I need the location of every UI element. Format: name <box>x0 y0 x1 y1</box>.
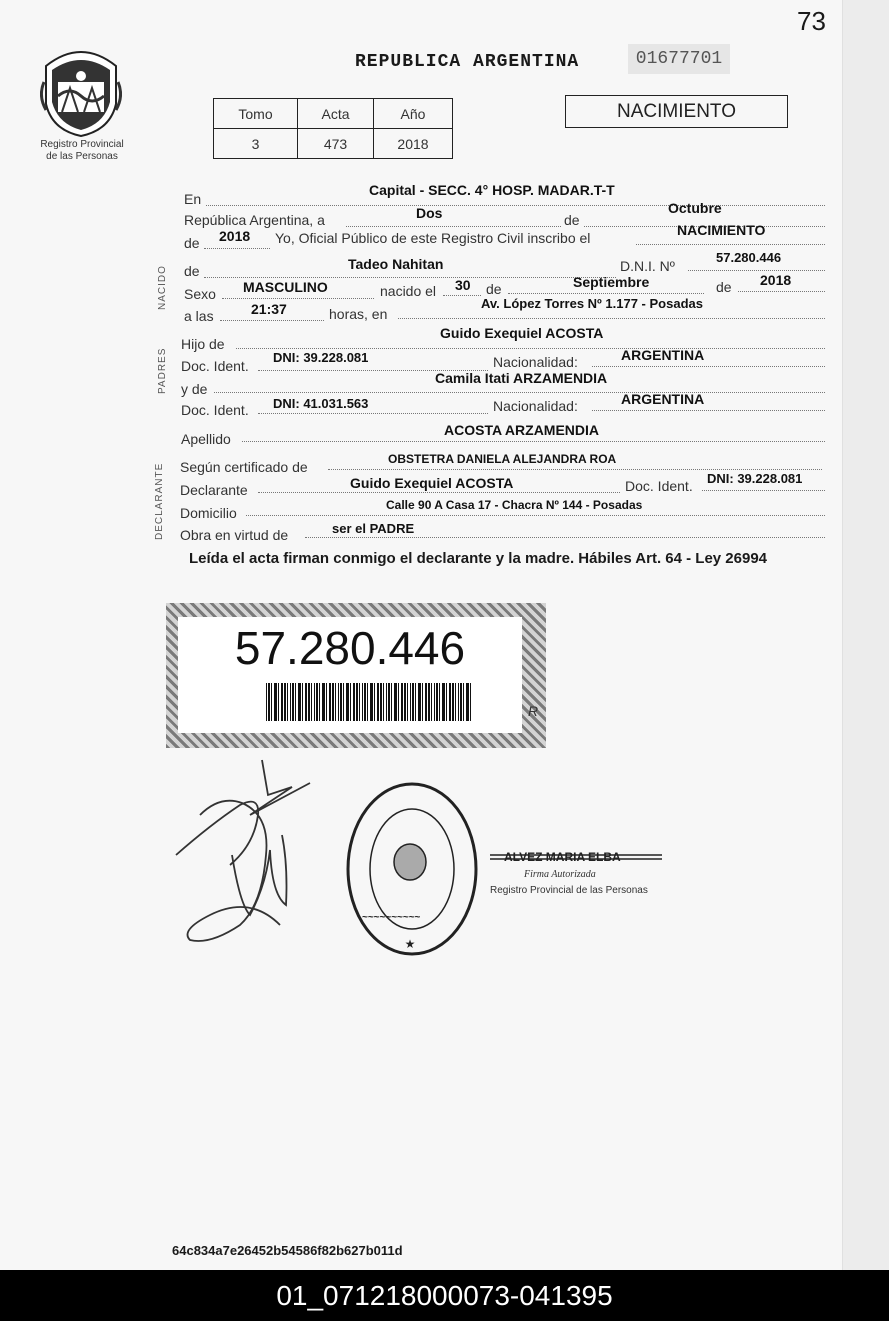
svg-text:★: ★ <box>404 937 416 951</box>
table-row <box>214 129 453 159</box>
dotted-line <box>214 392 825 393</box>
tomo-value: 3 <box>214 129 298 159</box>
dotted-line <box>636 244 825 245</box>
dotted-line <box>702 490 825 491</box>
lugar-value: Av. López Torres Nº 1.177 - Posadas <box>481 296 703 311</box>
dotted-line <box>204 248 270 249</box>
de-label: de <box>486 281 502 297</box>
dom-label: Domicilio <box>180 505 237 521</box>
dotted-line <box>592 410 825 411</box>
hijo-label: Hijo de <box>181 336 225 352</box>
horas-label: horas, en <box>329 306 388 322</box>
cert-value: OBSTETRA DANIELA ALEJANDRA ROA <box>388 452 617 466</box>
anio-value: 2018 <box>374 129 453 159</box>
nacido-label: nacido el <box>380 283 437 299</box>
dni-card-inner <box>178 617 522 733</box>
acta-header: Acta <box>298 99 374 129</box>
closing-statement: Leída el acta firman conmigo el declarante y la madre. Hábiles Art. 64 - Ley 26994 <box>189 550 768 567</box>
yo-text: Yo, Oficial Público de este Registro Civil inscribo el <box>275 230 591 246</box>
stamp-office: Registro Provincial de las Personas <box>490 885 648 896</box>
dotted-line <box>236 348 825 349</box>
dotted-line <box>592 366 825 367</box>
document-hash: 64c834a7e26452b54586f82b627b011d <box>172 1243 403 1258</box>
nac-dia-value: 30 <box>455 277 471 293</box>
dni-value: 57.280.446 <box>716 250 782 265</box>
nac2-value: ARGENTINA <box>621 391 705 407</box>
page-edge <box>842 0 889 1270</box>
dotted-line <box>738 291 825 292</box>
nac-mes-value: Septiembre <box>573 274 650 290</box>
dni-card <box>166 603 546 748</box>
dotted-line <box>346 226 561 227</box>
dni-card-number: 57.280.446 <box>234 622 466 674</box>
side-label-declarante: DECLARANTE <box>154 462 165 540</box>
doc1-value: DNI: 39.228.081 <box>273 350 369 365</box>
dotted-line <box>242 441 825 442</box>
document-title: REPUBLICA ARGENTINA <box>355 52 580 72</box>
decl-doc-label: Doc. Ident. <box>625 478 693 494</box>
misiones-coat-of-arms-icon <box>40 46 122 138</box>
side-label-padres: PADRES <box>157 347 168 394</box>
inscribo-value: NACIMIENTO <box>677 222 766 238</box>
dotted-line <box>443 295 481 296</box>
acta-value: 473 <box>298 129 374 159</box>
svg-text:~~~~~~~~~~: ~~~~~~~~~~ <box>362 912 421 923</box>
footer-code: 01_071218000073-041395 <box>0 1270 889 1321</box>
de-label: de <box>564 212 580 228</box>
apellido-label: Apellido <box>181 431 231 447</box>
obra-value: ser el PADRE <box>332 521 415 536</box>
dotted-line <box>246 515 825 516</box>
delegation-seal-icon <box>344 780 480 958</box>
dia-value: Dos <box>416 205 443 221</box>
en-value: Capital - SECC. 4° HOSP. MADAR.T-T <box>369 182 615 198</box>
registry-name: Registro Provincial de las Personas <box>40 139 124 162</box>
nac1-value: ARGENTINA <box>621 347 705 363</box>
de-label: de <box>716 279 732 295</box>
alas-label: a las <box>184 308 214 324</box>
page-number: 73 <box>797 6 826 36</box>
sexo-label: Sexo <box>184 286 216 302</box>
de-label: de <box>184 235 200 251</box>
dni-label: D.N.I. Nº <box>620 258 675 274</box>
dom-value: Calle 90 A Casa 17 - Chacra Nº 144 - Posadas <box>386 498 643 512</box>
nac-anio-value: 2018 <box>760 272 792 288</box>
en-label: En <box>184 191 202 207</box>
card-mark: R <box>528 703 539 719</box>
tomo-acta-table <box>213 98 453 159</box>
tomo-header: Tomo <box>214 99 298 129</box>
act-type-box: NACIMIENTO <box>565 95 788 128</box>
apellido-value: ACOSTA ARZAMENDIA <box>444 422 600 438</box>
dotted-line <box>206 205 825 206</box>
dotted-line <box>204 277 616 278</box>
dotted-line <box>508 293 704 294</box>
de-nombre-label: de <box>184 263 200 279</box>
dotted-line <box>258 413 488 414</box>
mes-value: Octubre <box>668 200 722 216</box>
nac2-label: Nacionalidad: <box>493 398 578 414</box>
table-header-row <box>214 99 453 129</box>
anio-value: 2018 <box>219 228 251 244</box>
sexo-value: MASCULINO <box>243 279 328 295</box>
anio-header: Año <box>374 99 453 129</box>
madre-value: Camila Itati ARZAMENDIA <box>435 370 608 386</box>
dotted-line <box>398 318 825 319</box>
doc2-label: Doc. Ident. <box>181 402 249 418</box>
nac1-label: Nacionalidad: <box>493 354 578 370</box>
serial-number: 01677701 <box>628 44 730 74</box>
dotted-line <box>220 320 324 321</box>
doc1-label: Doc. Ident. <box>181 358 249 374</box>
obra-label: Obra en virtud de <box>180 527 289 543</box>
dotted-line <box>328 469 822 470</box>
handwritten-signature-icon <box>170 755 330 955</box>
barcode-icon <box>266 683 472 721</box>
hora-value: 21:37 <box>251 301 287 317</box>
stamp-role: Firma Autorizada <box>524 869 596 880</box>
decl-label: Declarante <box>180 482 248 498</box>
yde-label: y de <box>181 381 208 397</box>
nombre-value: Tadeo Nahitan <box>348 256 444 272</box>
dotted-line <box>258 492 620 493</box>
dotted-line <box>688 270 825 271</box>
doc2-value: DNI: 41.031.563 <box>273 396 369 411</box>
dotted-line <box>305 537 825 538</box>
side-label-nacido: NACIDO <box>157 265 168 310</box>
decl-value: Guido Exequiel ACOSTA <box>350 475 514 491</box>
dotted-line <box>222 298 374 299</box>
padre-value: Guido Exequiel ACOSTA <box>440 325 604 341</box>
official-stamp <box>490 846 670 896</box>
decl-doc-value: DNI: 39.228.081 <box>707 471 803 486</box>
stamp-name: ALVEZ MARIA ELBA <box>504 850 621 864</box>
cert-label: Según certificado de <box>180 459 308 475</box>
republica-label: República Argentina, a <box>184 212 325 228</box>
